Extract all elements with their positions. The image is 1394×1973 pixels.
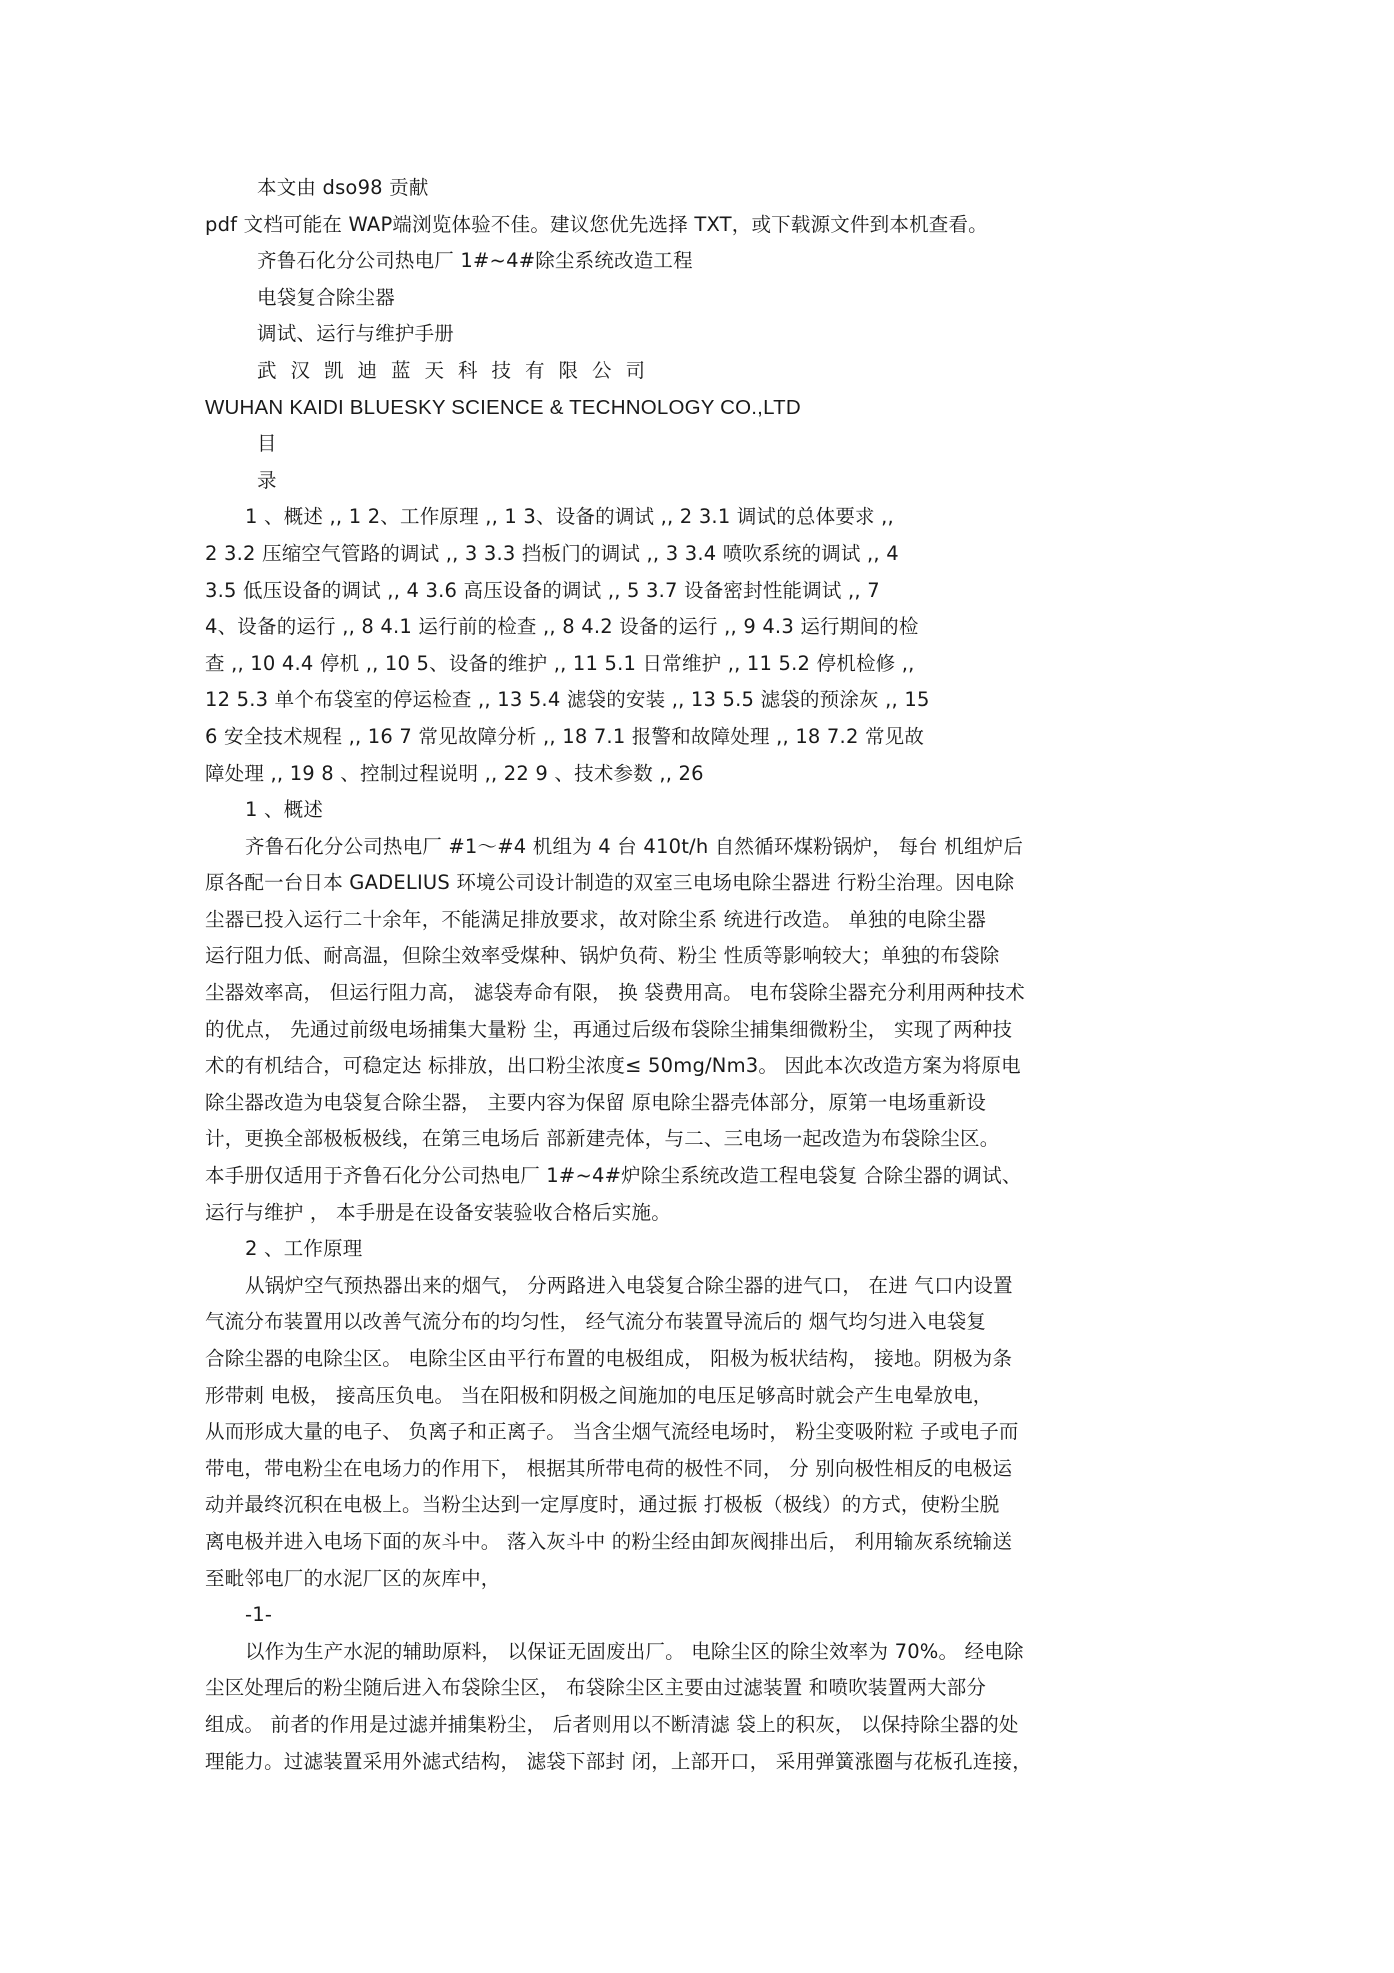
company-name-en: WUHAN KAIDI BLUESKY SCIENCE & TECHNOLOGY CO.,LTD: [205, 395, 801, 419]
product-title: 电袋复合除尘器: [257, 285, 395, 309]
paragraph-line: 从锅炉空气预热器出来的烟气， 分两路进入电袋复合除尘器的进气口， 在进 气口内设置: [245, 1273, 1013, 1297]
document-body: [205, 170, 1195, 1780]
table-of-contents: [205, 499, 1195, 792]
paragraph-line: 本手册仅适用于齐鲁石化分公司热电厂 1#~4#炉除尘系统改造工程电袋复 合除尘器的调试、: [205, 1164, 1022, 1188]
paragraph-line: 尘器效率高， 但运行阻力高， 滤袋寿命有限， 换 袋费用高。 电布袋除尘器充分利用两种技术: [205, 981, 1025, 1005]
paragraph-line: 合除尘器的电除尘区。 电除尘区由平行布置的电极组成， 阳极为板状结构， 接地。阴极为条: [205, 1347, 1013, 1370]
paragraph-line: 带电，带电粉尘在电场力的作用下， 根据其所带电荷的极性不同， 分 别向极性相反的电极运: [205, 1456, 1013, 1480]
section-paragraph: [205, 829, 1195, 1232]
paragraph-line: 尘区处理后的粉尘随后进入布袋除尘区， 布袋除尘区主要由过滤装置 和喷吹装置两大部分: [205, 1676, 987, 1700]
toc-line: 4、设备的运行 ,, 8 4.1 运行前的检查 ,, 8 4.2 设备的运行 ,, 9 4.3 运行期间的检: [205, 615, 919, 639]
paragraph-line: 理能力。过滤装置采用外滤式结构， 滤袋下部封 闭，上部开口， 采用弹簧涨圈与花板孔连接，: [205, 1749, 1032, 1773]
section-heading: 2 、工作原理: [245, 1237, 363, 1261]
paragraph-line: 从而形成大量的电子、 负离子和正离子。 当含尘烟气流经电场时， 粉尘变吸附粒 子或电子而: [205, 1420, 1019, 1444]
paragraph-line: 形带刺 电极， 接高压负电。 当在阳极和阴极之间施加的电压足够高时就会产生电晕放电，: [205, 1383, 993, 1407]
paragraph-line: 术的有机结合，可稳定达 标排放，出口粉尘浓度≤ 50mg/Nm3。 因此本次改造方案为将原电: [205, 1054, 1021, 1078]
project-title: 齐鲁石化分公司热电厂 1#~4#除尘系统改造工程: [257, 249, 693, 273]
toc-line: 2 3.2 压缩空气管路的调试 ,, 3 3.3 挡板门的调试 ,, 3 3.4 喷吹系统的调试 ,, 4: [205, 541, 899, 565]
paragraph-line: 至毗邻电厂的水泥厂区的灰库中，: [205, 1566, 501, 1590]
page-number: -1-: [245, 1603, 273, 1627]
toc-title-1: 目: [257, 432, 277, 456]
company-name-cn: 武汉凯迪蓝天科技有限公司: [257, 358, 660, 382]
contributor-line: 本文由 dso98 贡献: [257, 176, 429, 199]
paragraph-line: 除尘器改造为电袋复合除尘器， 主要内容为保留 原电除尘器壳体部分，原第一电场重新设: [205, 1090, 987, 1114]
paragraph-line: 组成。 前者的作用是过滤并捕集粉尘， 后者则用以不断清滤 袋上的积灰， 以保持除尘器的处: [205, 1712, 1019, 1736]
notice-line: pdf 文档可能在 WAP端浏览体验不佳。建议您优先选择 TXT，或下载源文件到本机查看。: [205, 212, 988, 236]
paragraph-line: 计，更换全部极板极线，在第三电场后 部新建壳体，与二、三电场一起改造为布袋除尘区。: [205, 1127, 1000, 1151]
toc-line: 1 、概述 ,, 1 2、工作原理 ,, 1 3、设备的调试 ,, 2 3.1 调试的总体要求 ,,: [245, 505, 894, 529]
paragraph-line: 动并最终沉积在电极上。当粉尘达到一定厚度时，通过振 打极板（极线）的方式，使粉尘脱: [205, 1493, 1000, 1517]
toc-line: 障处理 ,, 19 8 、控制过程说明 ,, 22 9 、技术参数 ,, 26: [205, 761, 704, 785]
paragraph-line: 原各配一台日本 GADELIUS 环境公司设计制造的双室三电场电除尘器进 行粉尘治理。因电除: [205, 871, 1015, 895]
toc-title-2: 录: [257, 468, 277, 492]
paragraph-line: 运行与维护 ， 本手册是在设备安装验收合格后实施。: [205, 1200, 671, 1224]
paragraph-line: 离电极并进入电场下面的灰斗中。 落入灰斗中 的粉尘经由卸灰阀排出后， 利用输灰系统输送: [205, 1529, 1013, 1553]
paragraph-line: 的优点， 先通过前级电场捕集大量粉 尘，再通过后级布袋除尘捕集细微粉尘， 实现了两种技: [205, 1017, 1013, 1041]
paragraph-line: 尘器已投入运行二十余年，不能满足排放要求，故对除尘系 统进行改造。 单独的电除尘器: [205, 907, 987, 931]
toc-line: 3.5 低压设备的调试 ,, 4 3.6 高压设备的调试 ,, 5 3.7 设备密封性能调试 ,, 7: [205, 578, 880, 602]
toc-line: 查 ,, 10 4.4 停机 ,, 10 5、设备的维护 ,, 11 5.1 日常维护 ,, 11 5.2 停机检修 ,,: [205, 651, 915, 675]
toc-line: 6 安全技术规程 ,, 16 7 常见故障分析 ,, 18 7.1 报警和故障处理 ,, 18 7.2 常见故: [205, 724, 925, 748]
section-heading: 1 、概述: [245, 798, 324, 822]
paragraph-line: 气流分布装置用以改善气流分布的均匀性， 经气流分布装置导流后的 烟气均匀进入电袋复: [205, 1310, 987, 1334]
paragraph-line: 齐鲁石化分公司热电厂 #1～#4 机组为 4 台 410t/h 自然循环煤粉锅炉， 每台 机组炉后: [245, 834, 1024, 858]
paragraph-line: 以作为生产水泥的辅助原料， 以保证无固废出厂。 电除尘区的除尘效率为 70%。 经电除: [245, 1639, 1024, 1663]
toc-line: 12 5.3 单个布袋室的停运检查 ,, 13 5.4 滤袋的安装 ,, 13 5.5 滤袋的预涂灰 ,, 15: [205, 688, 930, 712]
section-paragraph: [205, 1634, 1195, 1780]
paragraph-line: 运行阻力低、耐高温，但除尘效率受煤种、锅炉负荷、粉尘 性质等影响较大；单独的布袋除: [205, 944, 1000, 968]
manual-title: 调试、运行与维护手册: [257, 322, 455, 346]
section-paragraph: [205, 1268, 1195, 1597]
